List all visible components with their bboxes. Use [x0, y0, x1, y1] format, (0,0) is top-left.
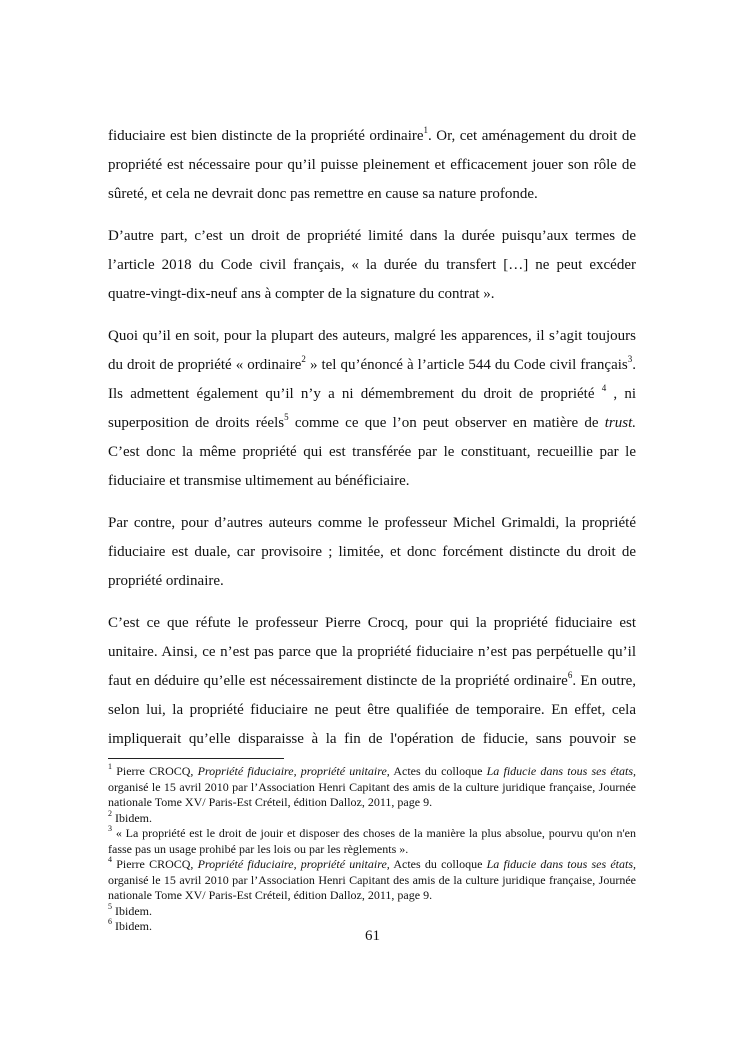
footnote-ref: 1 [423, 125, 429, 135]
footnote-separator [108, 758, 284, 759]
footnote-ref: 2 [108, 808, 112, 818]
footnote-ref: 3 [108, 824, 112, 833]
text-run: C’est donc la même propriété qui est transférée par le constituant, recueillie par le fiduciaire et transmise ultimement au bénéficiaire. [108, 444, 636, 489]
text-run: D’autre part, c’est un droit de propriété limité dans la durée puisqu’aux termes de l’article 2018 du Code civil français, « la durée du transfert […] ne peut excéder quatre-vingt-dix-neuf ans à compter de la signature du contrat ». [108, 228, 636, 302]
text-run: . Ils admettent également qu’il n’y a ni démembrement du droit de propriété [108, 357, 636, 402]
footnote [108, 826, 636, 857]
page-number: 61 [365, 928, 380, 944]
footnote-ref: 6 [567, 670, 573, 680]
text-run: organisé le 15 avril 2010 par l’Association Henri Capitant des amis de la culture juridique française, Journée nationale Tome XV/ Paris-Est Créteil, édition Dalloz, 2011, page 9. [108, 872, 636, 902]
text-run: Pierre CROCQ, [112, 857, 198, 871]
text-run: Par contre, pour d’autres auteurs comme le professeur Michel Grimaldi, la propriété fiduciaire est duale, car provisoire ; limitée, et donc forcément distincte du droit de propriété ordinaire. [108, 515, 636, 589]
text-run: Ibidem. [112, 810, 152, 825]
paragraph [108, 222, 636, 309]
footnote [108, 808, 636, 827]
text-run: « La propriété est le droit de jouir et disposer des choses de la manière la plus absolue, pourvu qu'on n'en fasse pas un usage prohibé par les lois ou par les règlements ». [108, 826, 636, 856]
text-run: » tel qu’énoncé à l’article 544 du Code civil français [305, 357, 628, 373]
footnote-ref: 2 [301, 354, 306, 364]
text-run: fiduciaire est bien distincte de la propriété ordinaire [108, 128, 424, 144]
footnote-ref: 5 [284, 412, 289, 422]
text-run: Actes du colloque [389, 764, 487, 778]
text-run: C’est ce que réfute le professeur Pierre Crocq, pour qui la propriété fiduciaire est unitaire. Ainsi, ce n’est pas parce que la propriété fiduciaire n’est pas perpétuelle qu’il faut en déduire qu’elle est nécessairement distincte de la propriété ordinaire [108, 615, 636, 689]
footnote-ref: 3 [627, 354, 633, 364]
text-run: , ni superposition de droits réels [108, 386, 636, 431]
footnote [108, 764, 636, 811]
paragraph [108, 609, 636, 754]
footnote-ref: 4 [108, 855, 112, 864]
text-run: . En outre, selon lui, la propriété fiduciaire ne peut être qualifiée de temporaire. En effet, cela impliquerait qu’elle disparaisse à la fin de l'opération de fiducie, sans pouvoir se [108, 673, 636, 747]
text-run: Ibidem. [112, 919, 152, 933]
text-run: Quoi qu’il en soit, pour la plupart des auteurs, malgré les apparences, il s’agit toujours du droit de propriété « ordinaire [108, 328, 636, 373]
italic-text: La fiducie dans tous ses états, [486, 857, 636, 871]
footnote [108, 901, 636, 920]
italic-text: La fiducie dans tous ses états, [486, 764, 636, 778]
paragraph [108, 122, 636, 209]
body-text [108, 122, 636, 767]
italic-text: trust. [604, 415, 636, 431]
footnote-ref: 6 [108, 917, 112, 926]
italic-text: Propriété fiduciaire, propriété unitaire, [197, 857, 390, 871]
italic-text: Propriété fiduciaire, propriété unitaire, [197, 764, 390, 778]
text-run: comme ce que l’on peut observer en matière de [288, 415, 605, 431]
text-run: Actes du colloque [389, 857, 487, 871]
text-run: Ibidem. [112, 903, 152, 918]
footnote-ref: 1 [108, 762, 112, 771]
footnote-ref: 4 [601, 383, 607, 393]
footnote [108, 857, 636, 904]
footnote-ref: 5 [108, 901, 112, 911]
footnotes [108, 764, 636, 935]
text-run: organisé le 15 avril 2010 par l’Association Henri Capitant des amis de la culture juridique française, Journée nationale Tome XV/ Paris-Est Créteil, édition Dalloz, 2011, page 9. [108, 779, 636, 809]
text-run: Pierre CROCQ, [112, 764, 198, 778]
paragraph [108, 322, 636, 496]
paragraph [108, 509, 636, 596]
text-run: . Or, cet aménagement du droit de propriété est nécessaire pour qu’il puisse pleinement et efficacement jouer son rôle de sûreté, et cela ne devrait donc pas remettre en cause sa nature profonde. [108, 128, 636, 202]
